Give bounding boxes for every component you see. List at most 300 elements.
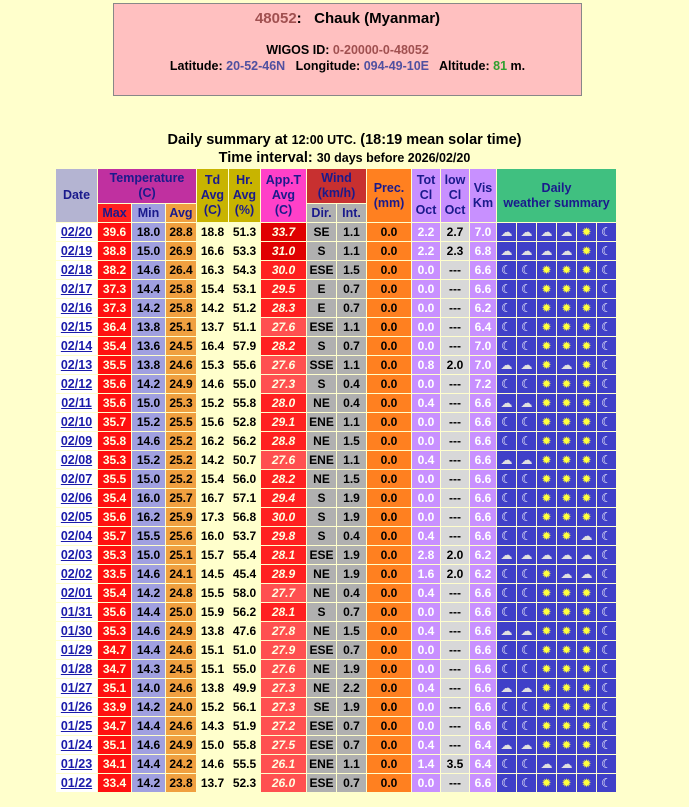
temp-min-cell: 15.5 bbox=[132, 527, 165, 545]
humidity-cell: 55.8 bbox=[229, 736, 260, 754]
temp-max-cell: 35.3 bbox=[98, 546, 131, 564]
humidity-cell: 55.0 bbox=[229, 660, 260, 678]
moon-icon: ☾ bbox=[497, 299, 516, 317]
moon-icon: ☾ bbox=[597, 565, 616, 583]
app-temp-cell: 28.1 bbox=[261, 546, 306, 564]
low-cloud-cell: --- bbox=[441, 508, 469, 526]
date-link[interactable]: 01/22 bbox=[56, 774, 97, 792]
humidity-cell: 55.6 bbox=[229, 356, 260, 374]
sun-icon: ✹ bbox=[577, 584, 596, 602]
low-cloud-cell: --- bbox=[441, 736, 469, 754]
moon-icon: ☾ bbox=[597, 337, 616, 355]
header-tot-cloud: Tot Cl Oct bbox=[412, 169, 440, 222]
low-cloud-cell: --- bbox=[441, 660, 469, 678]
table-row bbox=[56, 280, 616, 298]
prec-cell: 0.0 bbox=[367, 755, 411, 773]
humidity-cell: 55.8 bbox=[229, 394, 260, 412]
wind-dir-cell: SE bbox=[307, 698, 336, 716]
date-link[interactable]: 01/25 bbox=[56, 717, 97, 735]
temp-min-cell: 15.2 bbox=[132, 413, 165, 431]
date-link[interactable]: 02/12 bbox=[56, 375, 97, 393]
tot-cloud-cell: 0.4 bbox=[412, 679, 440, 697]
low-cloud-cell: 2.0 bbox=[441, 565, 469, 583]
temp-max-cell: 38.8 bbox=[98, 242, 131, 260]
dewpoint-cell: 13.8 bbox=[197, 679, 228, 697]
wind-int-cell: 1.1 bbox=[337, 242, 366, 260]
sun-icon: ✹ bbox=[577, 451, 596, 469]
tot-cloud-cell: 0.4 bbox=[412, 394, 440, 412]
temp-max-cell: 33.5 bbox=[98, 565, 131, 583]
temp-min-cell: 14.0 bbox=[132, 679, 165, 697]
sun-icon: ✹ bbox=[537, 774, 556, 792]
table-row bbox=[56, 432, 616, 450]
cloud-icon: ☁ bbox=[557, 546, 576, 564]
table-row bbox=[56, 755, 616, 773]
dewpoint-cell: 13.8 bbox=[197, 622, 228, 640]
humidity-cell: 55.0 bbox=[229, 375, 260, 393]
pc-icon: ☁ bbox=[577, 527, 596, 545]
table-row bbox=[56, 318, 616, 336]
sun-icon: ✹ bbox=[537, 641, 556, 659]
dewpoint-cell: 15.4 bbox=[197, 280, 228, 298]
prec-cell: 0.0 bbox=[367, 603, 411, 621]
date-link[interactable]: 02/03 bbox=[56, 546, 97, 564]
temp-min-cell: 16.2 bbox=[132, 508, 165, 526]
wind-int-cell: 1.9 bbox=[337, 698, 366, 716]
wind-dir-cell: ESE bbox=[307, 717, 336, 735]
app-temp-cell: 28.0 bbox=[261, 394, 306, 412]
moon-icon: ☾ bbox=[597, 261, 616, 279]
moon-icon: ☾ bbox=[517, 565, 536, 583]
sun-icon: ✹ bbox=[537, 717, 556, 735]
temp-min-cell: 14.6 bbox=[132, 432, 165, 450]
moon-icon: ☾ bbox=[497, 318, 516, 336]
wind-int-cell: 1.1 bbox=[337, 356, 366, 374]
pc-icon: ☁ bbox=[517, 679, 536, 697]
date-link[interactable]: 01/26 bbox=[56, 698, 97, 716]
humidity-cell: 57.1 bbox=[229, 489, 260, 507]
header-temperature: Temperature (C) bbox=[98, 169, 196, 203]
dewpoint-cell: 14.6 bbox=[197, 755, 228, 773]
humidity-cell: 56.1 bbox=[229, 698, 260, 716]
vis-cell: 6.8 bbox=[470, 242, 496, 260]
wind-dir-cell: SSE bbox=[307, 356, 336, 374]
wind-dir-cell: S bbox=[307, 489, 336, 507]
tot-cloud-cell: 0.0 bbox=[412, 660, 440, 678]
table-row bbox=[56, 299, 616, 317]
temp-max-cell: 33.4 bbox=[98, 774, 131, 792]
app-temp-cell: 27.6 bbox=[261, 318, 306, 336]
tot-cloud-cell: 0.0 bbox=[412, 603, 440, 621]
humidity-cell: 53.7 bbox=[229, 527, 260, 545]
wind-dir-cell: NE bbox=[307, 584, 336, 602]
table-row bbox=[56, 337, 616, 355]
pc-icon: ☁ bbox=[517, 223, 536, 241]
table-row bbox=[56, 242, 616, 260]
date-link[interactable]: 02/11 bbox=[56, 394, 97, 412]
moon-icon: ☾ bbox=[597, 660, 616, 678]
moon-icon: ☾ bbox=[497, 717, 516, 735]
vis-cell: 6.6 bbox=[470, 679, 496, 697]
pc-icon: ☁ bbox=[517, 622, 536, 640]
temp-max-cell: 35.7 bbox=[98, 527, 131, 545]
pc-icon: ☁ bbox=[517, 394, 536, 412]
pc-icon: ☁ bbox=[497, 622, 516, 640]
moon-icon: ☾ bbox=[517, 261, 536, 279]
lon-value: 094-49-10E bbox=[363, 59, 430, 73]
temp-max-cell: 35.1 bbox=[98, 736, 131, 754]
app-temp-cell: 27.3 bbox=[261, 375, 306, 393]
vis-cell: 6.6 bbox=[470, 717, 496, 735]
wigos-label: WIGOS ID: bbox=[266, 43, 330, 57]
header-daily-summary: Daily weather summary bbox=[497, 169, 616, 222]
prec-cell: 0.0 bbox=[367, 698, 411, 716]
date-link[interactable]: 02/18 bbox=[56, 261, 97, 279]
wind-int-cell: 1.1 bbox=[337, 413, 366, 431]
low-cloud-cell: --- bbox=[441, 299, 469, 317]
app-temp-cell: 27.6 bbox=[261, 660, 306, 678]
app-temp-cell: 27.5 bbox=[261, 736, 306, 754]
prec-cell: 0.0 bbox=[367, 508, 411, 526]
sun-icon: ✹ bbox=[577, 660, 596, 678]
app-temp-cell: 29.5 bbox=[261, 280, 306, 298]
summary-label: Daily summary at bbox=[167, 132, 288, 148]
moon-icon: ☾ bbox=[597, 242, 616, 260]
moon-icon: ☾ bbox=[517, 299, 536, 317]
dewpoint-cell: 15.3 bbox=[197, 356, 228, 374]
date-link[interactable]: 02/20 bbox=[56, 223, 97, 241]
moon-icon: ☾ bbox=[597, 394, 616, 412]
cloud-icon: ☁ bbox=[537, 755, 556, 773]
tot-cloud-cell: 0.0 bbox=[412, 261, 440, 279]
date-link[interactable]: 02/14 bbox=[56, 337, 97, 355]
sun-icon: ✹ bbox=[557, 470, 576, 488]
vis-cell: 6.6 bbox=[470, 774, 496, 792]
wind-dir-cell: NE bbox=[307, 394, 336, 412]
sun-icon: ✹ bbox=[537, 736, 556, 754]
table-row bbox=[56, 470, 616, 488]
pc-icon: ☁ bbox=[497, 736, 516, 754]
wind-dir-cell: NE bbox=[307, 622, 336, 640]
header-dir: Dir. bbox=[307, 204, 336, 222]
sun-icon: ✹ bbox=[557, 717, 576, 735]
wind-dir-cell: ENE bbox=[307, 755, 336, 773]
app-temp-cell: 33.7 bbox=[261, 223, 306, 241]
date-link[interactable]: 02/01 bbox=[56, 584, 97, 602]
wind-int-cell: 0.7 bbox=[337, 736, 366, 754]
tot-cloud-cell: 0.0 bbox=[412, 337, 440, 355]
vis-cell: 6.6 bbox=[470, 280, 496, 298]
app-temp-cell: 27.9 bbox=[261, 641, 306, 659]
moon-icon: ☾ bbox=[517, 375, 536, 393]
dewpoint-cell: 16.4 bbox=[197, 337, 228, 355]
interval-value: 30 days before 2026/02/20 bbox=[316, 151, 471, 165]
table-row bbox=[56, 622, 616, 640]
wind-dir-cell: S bbox=[307, 242, 336, 260]
sun-icon: ✹ bbox=[537, 261, 556, 279]
temp-avg-cell: 25.9 bbox=[166, 508, 196, 526]
tot-cloud-cell: 0.8 bbox=[412, 356, 440, 374]
sun-icon: ✹ bbox=[577, 318, 596, 336]
vis-cell: 6.6 bbox=[470, 527, 496, 545]
temp-min-cell: 14.4 bbox=[132, 641, 165, 659]
vis-cell: 6.2 bbox=[470, 546, 496, 564]
tot-cloud-cell: 1.6 bbox=[412, 565, 440, 583]
wind-int-cell: 1.1 bbox=[337, 755, 366, 773]
date-link[interactable]: 01/23 bbox=[56, 755, 97, 773]
wind-dir-cell: NE bbox=[307, 660, 336, 678]
tot-cloud-cell: 0.0 bbox=[412, 432, 440, 450]
sun-icon: ✹ bbox=[577, 508, 596, 526]
table-row bbox=[56, 508, 616, 526]
sun-icon: ✹ bbox=[557, 660, 576, 678]
prec-cell: 0.0 bbox=[367, 622, 411, 640]
sun-icon: ✹ bbox=[577, 774, 596, 792]
header-avg: Avg bbox=[166, 204, 196, 222]
date-link[interactable]: 01/27 bbox=[56, 679, 97, 697]
date-link[interactable]: 01/29 bbox=[56, 641, 97, 659]
sun-icon: ✹ bbox=[577, 755, 596, 773]
wind-dir-cell: NE bbox=[307, 470, 336, 488]
wind-dir-cell: E bbox=[307, 299, 336, 317]
temp-avg-cell: 24.6 bbox=[166, 356, 196, 374]
temp-max-cell: 35.6 bbox=[98, 375, 131, 393]
temp-avg-cell: 25.6 bbox=[166, 527, 196, 545]
prec-cell: 0.0 bbox=[367, 546, 411, 564]
vis-cell: 6.4 bbox=[470, 736, 496, 754]
date-link[interactable]: 01/28 bbox=[56, 660, 97, 678]
wind-int-cell: 1.5 bbox=[337, 261, 366, 279]
dewpoint-cell: 15.2 bbox=[197, 394, 228, 412]
app-temp-cell: 28.2 bbox=[261, 337, 306, 355]
weather-table bbox=[55, 168, 617, 793]
date-link[interactable]: 02/16 bbox=[56, 299, 97, 317]
wind-dir-cell: S bbox=[307, 375, 336, 393]
date-link[interactable]: 02/10 bbox=[56, 413, 97, 431]
moon-icon: ☾ bbox=[597, 489, 616, 507]
tot-cloud-cell: 0.0 bbox=[412, 641, 440, 659]
moon-icon: ☾ bbox=[597, 432, 616, 450]
date-link[interactable]: 01/31 bbox=[56, 603, 97, 621]
wind-dir-cell: ESE bbox=[307, 736, 336, 754]
tot-cloud-cell: 2.2 bbox=[412, 242, 440, 260]
wind-dir-cell: NE bbox=[307, 432, 336, 450]
sun-icon: ✹ bbox=[537, 394, 556, 412]
temp-max-cell: 33.9 bbox=[98, 698, 131, 716]
pc-icon: ☁ bbox=[497, 356, 516, 374]
cloud-icon: ☁ bbox=[557, 565, 576, 583]
prec-cell: 0.0 bbox=[367, 584, 411, 602]
sun-icon: ✹ bbox=[537, 470, 556, 488]
temp-max-cell: 35.6 bbox=[98, 603, 131, 621]
dewpoint-cell: 15.6 bbox=[197, 413, 228, 431]
table-row bbox=[56, 451, 616, 469]
sun-icon: ✹ bbox=[557, 527, 576, 545]
humidity-cell: 57.9 bbox=[229, 337, 260, 355]
table-header bbox=[56, 169, 616, 222]
humidity-cell: 53.3 bbox=[229, 242, 260, 260]
temp-min-cell: 16.0 bbox=[132, 489, 165, 507]
moon-icon: ☾ bbox=[497, 432, 516, 450]
date-link[interactable]: 02/02 bbox=[56, 565, 97, 583]
temp-min-cell: 14.3 bbox=[132, 660, 165, 678]
table-row bbox=[56, 774, 616, 792]
moon-icon: ☾ bbox=[597, 679, 616, 697]
prec-cell: 0.0 bbox=[367, 356, 411, 374]
low-cloud-cell: --- bbox=[441, 774, 469, 792]
date-link[interactable]: 02/06 bbox=[56, 489, 97, 507]
date-link[interactable]: 02/19 bbox=[56, 242, 97, 260]
temp-avg-cell: 25.3 bbox=[166, 394, 196, 412]
temp-avg-cell: 25.1 bbox=[166, 546, 196, 564]
sun-icon: ✹ bbox=[577, 698, 596, 716]
date-link[interactable]: 02/09 bbox=[56, 432, 97, 450]
sun-icon: ✹ bbox=[577, 679, 596, 697]
moon-icon: ☾ bbox=[597, 641, 616, 659]
temp-avg-cell: 24.6 bbox=[166, 641, 196, 659]
wind-dir-cell: S bbox=[307, 337, 336, 355]
tot-cloud-cell: 0.0 bbox=[412, 280, 440, 298]
temp-max-cell: 37.3 bbox=[98, 299, 131, 317]
sun-icon: ✹ bbox=[557, 375, 576, 393]
table-row bbox=[56, 660, 616, 678]
prec-cell: 0.0 bbox=[367, 223, 411, 241]
humidity-cell: 56.2 bbox=[229, 432, 260, 450]
header-hr: Hr. Avg (%) bbox=[229, 169, 260, 222]
temp-max-cell: 35.4 bbox=[98, 584, 131, 602]
dewpoint-cell: 13.7 bbox=[197, 318, 228, 336]
sun-icon: ✹ bbox=[537, 375, 556, 393]
temp-min-cell: 14.6 bbox=[132, 565, 165, 583]
vis-cell: 6.6 bbox=[470, 584, 496, 602]
table-row bbox=[56, 641, 616, 659]
low-cloud-cell: --- bbox=[441, 584, 469, 602]
pc-icon: ☁ bbox=[537, 242, 556, 260]
app-temp-cell: 27.3 bbox=[261, 698, 306, 716]
humidity-cell: 47.6 bbox=[229, 622, 260, 640]
moon-icon: ☾ bbox=[517, 337, 536, 355]
low-cloud-cell: --- bbox=[441, 489, 469, 507]
moon-icon: ☾ bbox=[597, 527, 616, 545]
moon-icon: ☾ bbox=[497, 375, 516, 393]
table-row bbox=[56, 223, 616, 241]
date-link[interactable]: 02/13 bbox=[56, 356, 97, 374]
temp-avg-cell: 24.1 bbox=[166, 565, 196, 583]
prec-cell: 0.0 bbox=[367, 318, 411, 336]
temp-min-cell: 18.0 bbox=[132, 223, 165, 241]
sun-icon: ✹ bbox=[557, 698, 576, 716]
temp-max-cell: 35.7 bbox=[98, 413, 131, 431]
moon-icon: ☾ bbox=[597, 508, 616, 526]
wind-int-cell: 1.9 bbox=[337, 660, 366, 678]
wind-dir-cell: ESE bbox=[307, 641, 336, 659]
sun-icon: ✹ bbox=[557, 508, 576, 526]
tot-cloud-cell: 0.0 bbox=[412, 299, 440, 317]
low-cloud-cell: --- bbox=[441, 432, 469, 450]
tot-cloud-cell: 0.0 bbox=[412, 318, 440, 336]
vis-cell: 6.6 bbox=[470, 508, 496, 526]
date-link[interactable]: 02/17 bbox=[56, 280, 97, 298]
table-row bbox=[56, 413, 616, 431]
tot-cloud-cell: 0.0 bbox=[412, 717, 440, 735]
pc-icon: ☁ bbox=[517, 242, 536, 260]
temp-min-cell: 15.0 bbox=[132, 546, 165, 564]
dewpoint-cell: 13.7 bbox=[197, 774, 228, 792]
temp-avg-cell: 25.2 bbox=[166, 470, 196, 488]
header-low-cloud: low Cl Oct bbox=[441, 169, 469, 222]
app-temp-cell: 28.3 bbox=[261, 299, 306, 317]
temp-min-cell: 13.6 bbox=[132, 337, 165, 355]
temp-avg-cell: 25.0 bbox=[166, 603, 196, 621]
sun-icon: ✹ bbox=[557, 299, 576, 317]
vis-cell: 6.6 bbox=[470, 698, 496, 716]
vis-cell: 6.6 bbox=[470, 432, 496, 450]
table-row bbox=[56, 394, 616, 412]
vis-cell: 6.6 bbox=[470, 413, 496, 431]
date-link[interactable]: 02/08 bbox=[56, 451, 97, 469]
lat-value: 20-52-46N bbox=[226, 59, 286, 73]
sun-icon: ✹ bbox=[537, 698, 556, 716]
temp-min-cell: 14.2 bbox=[132, 774, 165, 792]
sun-icon: ✹ bbox=[557, 394, 576, 412]
sun-icon: ✹ bbox=[557, 489, 576, 507]
date-link[interactable]: 02/05 bbox=[56, 508, 97, 526]
prec-cell: 0.0 bbox=[367, 717, 411, 735]
pc-icon: ☁ bbox=[577, 565, 596, 583]
sun-icon: ✹ bbox=[577, 622, 596, 640]
date-link[interactable]: 02/15 bbox=[56, 318, 97, 336]
sun-icon: ✹ bbox=[557, 318, 576, 336]
humidity-cell: 56.2 bbox=[229, 603, 260, 621]
dewpoint-cell: 15.9 bbox=[197, 603, 228, 621]
sun-icon: ✹ bbox=[577, 375, 596, 393]
temp-max-cell: 35.5 bbox=[98, 356, 131, 374]
sun-icon: ✹ bbox=[537, 432, 556, 450]
low-cloud-cell: --- bbox=[441, 451, 469, 469]
tot-cloud-cell: 0.0 bbox=[412, 508, 440, 526]
moon-icon: ☾ bbox=[597, 603, 616, 621]
dewpoint-cell: 15.2 bbox=[197, 698, 228, 716]
dewpoint-cell: 18.8 bbox=[197, 223, 228, 241]
prec-cell: 0.0 bbox=[367, 242, 411, 260]
sun-icon: ✹ bbox=[577, 641, 596, 659]
sun-icon: ✹ bbox=[537, 451, 556, 469]
moon-icon: ☾ bbox=[497, 508, 516, 526]
date-link[interactable]: 02/07 bbox=[56, 470, 97, 488]
header-max: Max bbox=[98, 204, 131, 222]
app-temp-cell: 29.8 bbox=[261, 527, 306, 545]
temp-min-cell: 14.4 bbox=[132, 603, 165, 621]
table-row bbox=[56, 356, 616, 374]
date-link[interactable]: 02/04 bbox=[56, 527, 97, 545]
low-cloud-cell: --- bbox=[441, 375, 469, 393]
table-body bbox=[56, 223, 616, 792]
tot-cloud-cell: 0.0 bbox=[412, 698, 440, 716]
table-row bbox=[56, 527, 616, 545]
date-link[interactable]: 01/30 bbox=[56, 622, 97, 640]
moon-icon: ☾ bbox=[497, 641, 516, 659]
temp-avg-cell: 26.9 bbox=[166, 242, 196, 260]
date-link[interactable]: 01/24 bbox=[56, 736, 97, 754]
sun-icon: ✹ bbox=[577, 470, 596, 488]
coords-line bbox=[114, 59, 581, 73]
sun-icon: ✹ bbox=[537, 603, 556, 621]
tot-cloud-cell: 0.0 bbox=[412, 489, 440, 507]
vis-cell: 6.6 bbox=[470, 489, 496, 507]
moon-icon: ☾ bbox=[517, 717, 536, 735]
wind-dir-cell: ESE bbox=[307, 261, 336, 279]
app-temp-cell: 26.0 bbox=[261, 774, 306, 792]
